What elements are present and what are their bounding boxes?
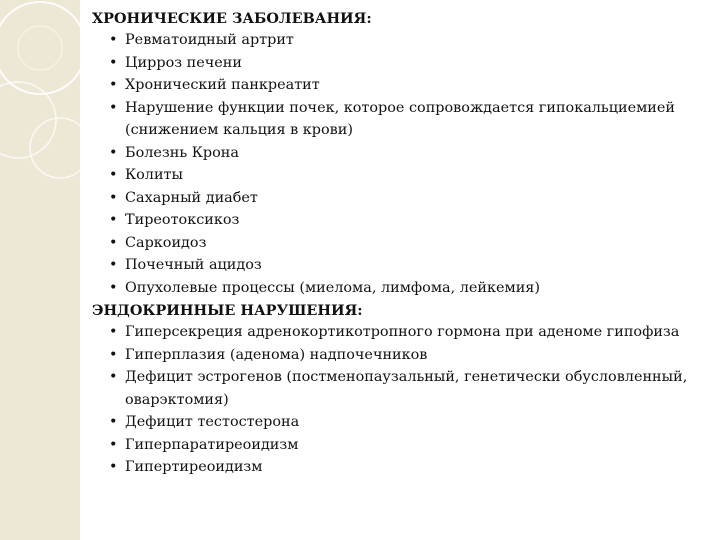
list-item: • Гипертиреоидизм [92, 456, 707, 479]
list-item: • Дефицит тестостерона [92, 411, 707, 434]
bullet: • [109, 99, 118, 116]
bullet: • [109, 167, 118, 183]
bullet: • [109, 324, 118, 340]
bullet: • [109, 459, 118, 475]
bullet: • [109, 54, 118, 71]
bullet: • [109, 414, 118, 430]
list-item: • Колиты [92, 164, 707, 187]
bullet: • [109, 32, 118, 48]
bullet: • [109, 212, 118, 228]
list-item: • Тиреотоксикоз [92, 209, 707, 232]
bullet: • [109, 257, 118, 273]
list-item: • Нарушение функции почек, которое сопровождается гипокальциемией (снижением кальция в крови) [92, 97, 707, 142]
list-item: • Хронический панкреатит [92, 74, 707, 97]
list-item: • Дефицит эстрогенов (постменопаузальный, генетически обусловленный, оварэктомия) [92, 366, 707, 411]
bullet: • [109, 369, 118, 385]
list-item: • Цирроз печени [92, 52, 707, 75]
bullet: • [109, 279, 118, 296]
bullet: • [109, 77, 118, 93]
bullet: • [109, 189, 118, 206]
list-item: • Почечный ацидоз [92, 254, 707, 277]
bullet: • [109, 346, 118, 363]
decorative-side-panel [0, 0, 80, 540]
bullet: • [109, 144, 118, 161]
section-title-chronic: ХРОНИЧЕСКИЕ ЗАБОЛЕВАНИЯ: [92, 10, 372, 27]
list-item: • Сахарный диабет [92, 187, 707, 210]
section-title-endocrine: ЭНДОКРИННЫЕ НАРУШЕНИЯ: [92, 302, 363, 319]
list-item: • Гиперплазия (аденома) надпочечников [92, 344, 707, 367]
bullet: • [109, 234, 118, 251]
endocrine-disorders-list [92, 321, 707, 479]
list-item: • Опухолевые процессы (миелома, лимфома, лейкемия) [92, 277, 707, 300]
list-item: • Ревматоидный артрит [92, 29, 707, 52]
bullet: • [109, 436, 118, 453]
slide-content [92, 9, 707, 479]
decorative-circles [0, 0, 80, 540]
list-item: • Гиперсекреция адренокортикотропного гормона при аденоме гипофиза [92, 321, 707, 344]
list-item: • Саркоидоз [92, 232, 707, 255]
list-item: • Болезнь Крона [92, 142, 707, 165]
chronic-diseases-list [92, 29, 707, 299]
list-item: • Гиперпаратиреоидизм [92, 434, 707, 457]
